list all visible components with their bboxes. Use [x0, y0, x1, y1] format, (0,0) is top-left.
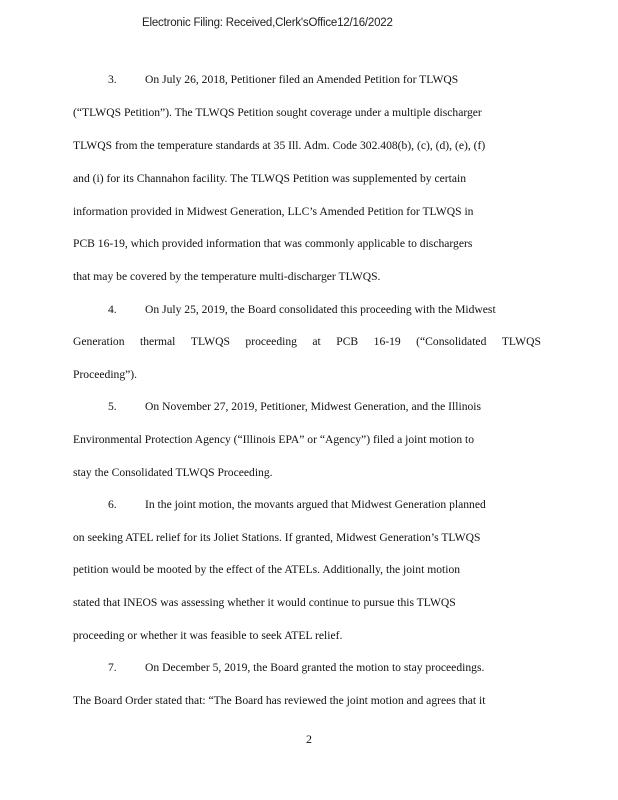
- paragraph-4-justified-line: [73, 335, 541, 349]
- paragraph-6-line: on seeking ATEL relief for its Joliet Stations. If granted, Midwest Generation’s TLWQS: [73, 531, 481, 544]
- paragraph-number: 3.: [108, 73, 117, 86]
- paragraph-text: On July 26, 2018, Petitioner filed an Amended Petition for TLWQS: [145, 73, 459, 86]
- word: at: [312, 335, 321, 348]
- paragraph-3-line: and (i) for its Channahon facility. The TLWQS Petition was supplemented by certain: [73, 172, 467, 185]
- word: (“Consolidated: [416, 335, 487, 348]
- paragraph-text: On July 25, 2019, the Board consolidated this proceeding with the Midwest: [145, 303, 496, 316]
- paragraph-number: 6.: [108, 498, 117, 511]
- paragraph-3-first-line: [108, 73, 458, 87]
- paragraph-5-first-line: [108, 400, 481, 414]
- paragraph-text: On December 5, 2019, the Board granted the motion to stay proceedings.: [145, 661, 485, 674]
- paragraph-5-line: stay the Consolidated TLWQS Proceeding.: [73, 466, 273, 479]
- paragraph-number: 5.: [108, 400, 117, 413]
- word: Generation: [73, 335, 125, 348]
- paragraph-6-line: petition would be mooted by the effect of the ATELs. Additionally, the joint motion: [73, 563, 461, 576]
- paragraph-3-line: that may be covered by the temperature multi-discharger TLWQS.: [73, 270, 381, 283]
- word: TLWQS: [190, 335, 230, 348]
- word: proceeding: [245, 335, 297, 348]
- paragraph-3-line: PCB 16-19, which provided information that was commonly applicable to dischargers: [73, 237, 473, 250]
- paragraph-number: 7.: [108, 661, 117, 674]
- word: TLWQS: [501, 335, 541, 348]
- paragraph-4-line: Proceeding”).: [73, 368, 138, 381]
- paragraph-6-first-line: [108, 498, 486, 512]
- paragraph-5-line: Environmental Protection Agency (“Illinois EPA” or “Agency”) filed a joint motion to: [73, 433, 475, 446]
- paragraph-3-line: (“TLWQS Petition”). The TLWQS Petition sought coverage under a multiple discharger: [73, 106, 482, 119]
- electronic-filing-stamp: Electronic Filing: Received,Clerk'sOffice12/16/2022: [142, 17, 393, 29]
- page-number: 2: [306, 732, 312, 746]
- word: thermal: [139, 335, 176, 348]
- paragraph-4-first-line: [108, 303, 496, 317]
- word: PCB: [336, 335, 359, 348]
- paragraph-number: 4.: [108, 303, 117, 316]
- word: 16-19: [373, 335, 401, 348]
- paragraph-3-line: information provided in Midwest Generation, LLC’s Amended Petition for TLWQS in: [73, 205, 474, 218]
- paragraph-6-line: proceeding or whether it was feasible to seek ATEL relief.: [73, 629, 343, 642]
- paragraph-6-line: stated that INEOS was assessing whether it would continue to pursue this TLWQS: [73, 596, 456, 609]
- paragraph-text: On November 27, 2019, Petitioner, Midwest Generation, and the Illinois: [145, 400, 482, 413]
- paragraph-7-line: The Board Order stated that: “The Board has reviewed the joint motion and agrees that it: [73, 694, 486, 707]
- paragraph-7-first-line: [108, 661, 484, 675]
- paragraph-text: In the joint motion, the movants argued that Midwest Generation planned: [145, 498, 486, 511]
- paragraph-3-line: TLWQS from the temperature standards at 35 Ill. Adm. Code 302.408(b), (c), (d), (e), (f): [73, 139, 486, 152]
